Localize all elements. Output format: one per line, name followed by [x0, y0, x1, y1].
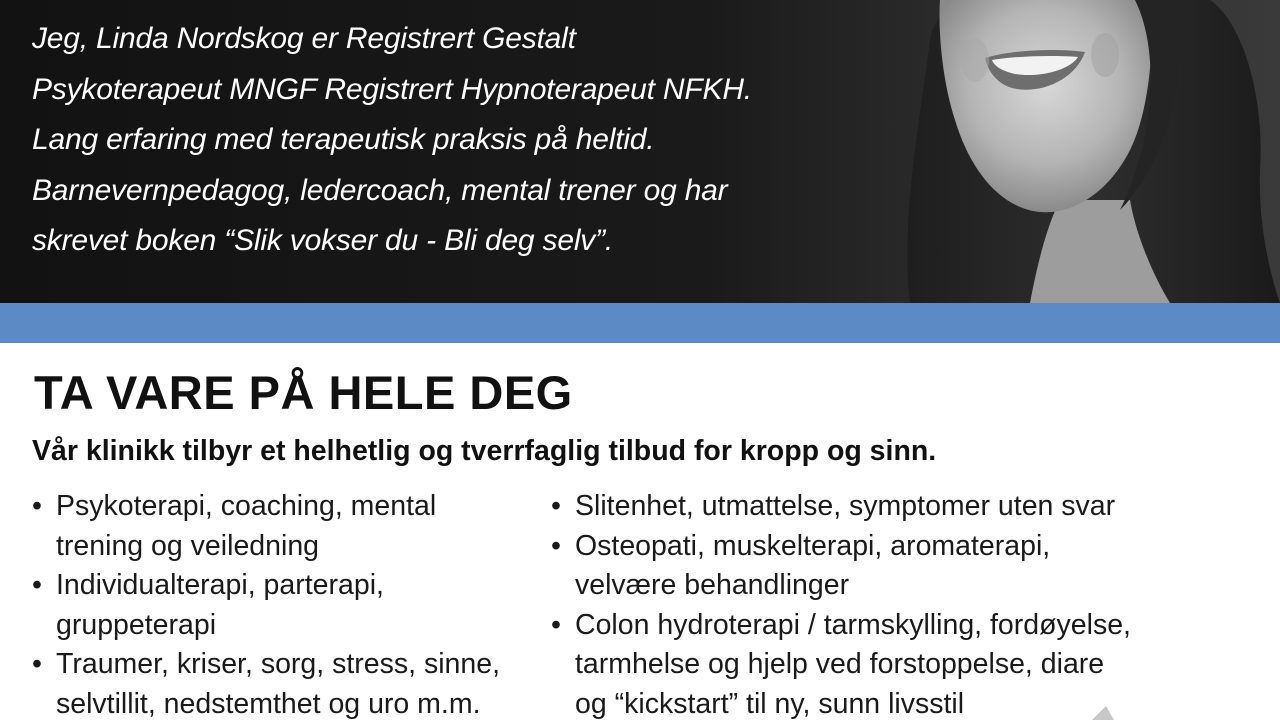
bullet: • — [32, 566, 42, 606]
list-item — [32, 487, 552, 566]
intro-line-1: Jeg, Linda Nordskog er Registrert Gestalt — [32, 14, 892, 65]
bullet: • — [32, 487, 42, 527]
list-item-line: Slitenhet, utmattelse, symptomer uten svar — [575, 487, 1191, 527]
list-item-line: Colon hydroterapi / tarmskylling, fordøyelse, — [575, 606, 1191, 646]
bullet: • — [551, 527, 561, 567]
section-subheadline: Vår klinikk tilbyr et helhetlig og tverrfaglig tilbud for kropp og sinn. — [32, 435, 936, 468]
accent-bar — [0, 303, 1280, 343]
intro-line-3: Lang erfaring med terapeutisk praksis på heltid. — [32, 115, 892, 166]
hero-banner — [0, 0, 1280, 303]
services-section — [0, 343, 1280, 720]
list-item-line: selvtillit, nedstemthet og uro m.m. — [56, 685, 552, 724]
list-item-line: Traumer, kriser, sorg, stress, sinne, — [56, 645, 552, 685]
intro-line-5: skrevet boken “Slik vokser du - Bli deg selv”. — [32, 216, 892, 267]
services-list-left — [32, 487, 552, 724]
list-item-line: trening og veiledning — [56, 527, 552, 567]
list-item-line: Individualterapi, parterapi, — [56, 566, 552, 606]
list-item — [32, 645, 552, 724]
bullet: • — [32, 645, 42, 685]
intro-text — [32, 14, 892, 267]
list-item — [32, 566, 552, 645]
list-item-line: gruppeterapi — [56, 606, 552, 646]
section-headline: TA VARE PÅ HELE DEG — [34, 365, 573, 420]
intro-line-2: Psykoterapeut MNGF Registrert Hypnoterapeut NFKH. — [32, 65, 892, 116]
list-item — [551, 487, 1191, 527]
list-item-line: velvære behandlinger — [575, 566, 1191, 606]
bullet: • — [551, 606, 561, 646]
list-item — [551, 527, 1191, 606]
bullet: • — [551, 487, 561, 527]
services-list-right — [551, 487, 1191, 724]
intro-line-4: Barnevernpedagog, ledercoach, mental trener og har — [32, 166, 892, 217]
list-item-line: og “kickstart” til ny, sunn livsstil — [575, 685, 1191, 724]
portrait-photo — [880, 0, 1280, 303]
list-item-line: Psykoterapi, coaching, mental — [56, 487, 552, 527]
decorative-triangle-icon — [1092, 706, 1122, 720]
list-item-line: tarmhelse og hjelp ved forstoppelse, diare — [575, 645, 1191, 685]
list-item-line: Osteopati, muskelterapi, aromaterapi, — [575, 527, 1191, 567]
